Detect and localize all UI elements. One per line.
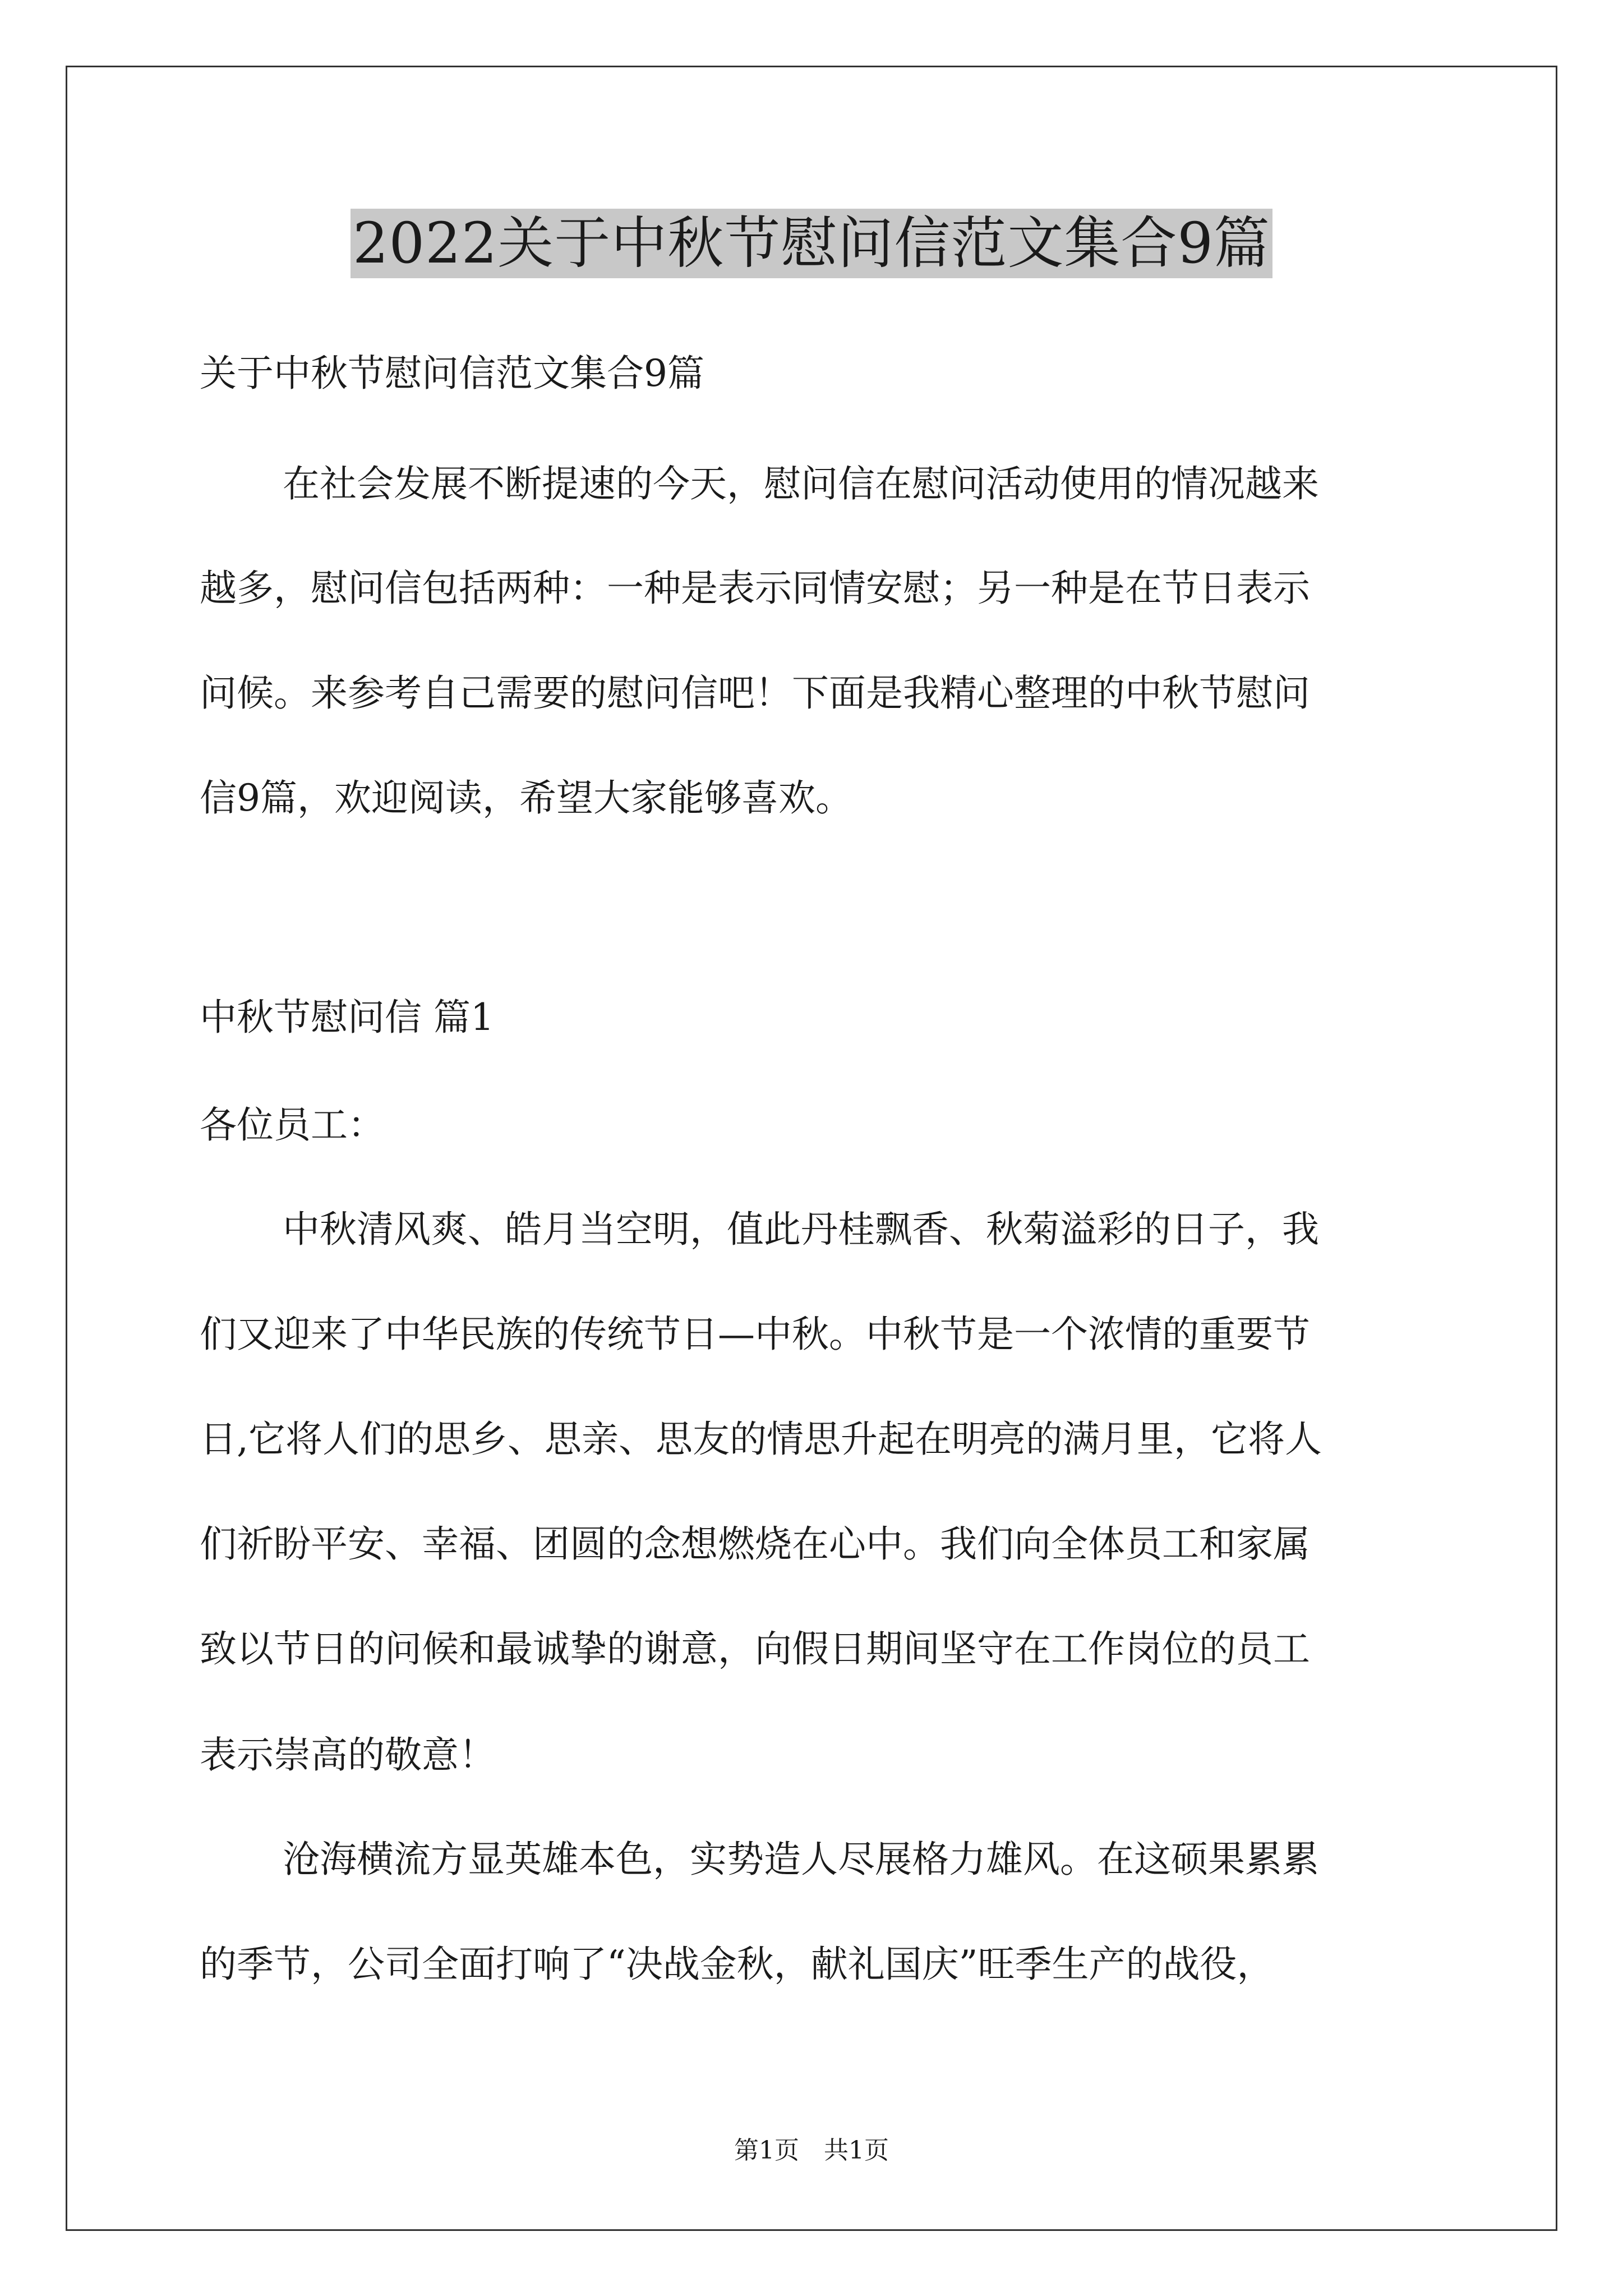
intro-line: 在社会发展不断提速的今天，慰问信在慰问活动使用的情况越来	[283, 462, 1319, 505]
intro-line: 越多，慰问信包括两种：一种是表示同情安慰；另一种是在节日表示	[200, 567, 1310, 610]
paragraph-line: 们祈盼平安、幸福、团圆的念想燃烧在心中。我们向全体员工和家属	[200, 1522, 1310, 1566]
salutation: 各位员工：	[200, 1103, 385, 1147]
intro-line: 问候。来参考自己需要的慰问信吧！下面是我精心整理的中秋节慰问	[200, 671, 1310, 715]
paragraph-line: 表示崇高的敬意！	[200, 1733, 496, 1777]
page-footer: 第1页 共1页	[734, 2136, 889, 2165]
paragraph-line: 沧海横流方显英雄本色，实势造人尽展格力雄风。在这硕果累累	[283, 1838, 1319, 1881]
document-subtitle: 关于中秋节慰问信范文集合9篇	[200, 352, 704, 395]
paragraph-line: 中秋清风爽、皓月当空明，值此丹桂飘香、秋菊溢彩的日子，我	[283, 1208, 1319, 1251]
paragraph-line: 致以节日的问候和最诚挚的谢意，向假日期间坚守在工作岗位的员工	[200, 1627, 1310, 1671]
intro-line: 信9篇，欢迎阅读，希望大家能够喜欢。	[200, 776, 852, 820]
paragraph-line: 们又迎来了中华民族的传统节日—中秋。中秋节是一个浓情的重要节	[200, 1313, 1310, 1356]
title-container	[0, 209, 1623, 278]
section-heading: 中秋节慰问信 篇1	[200, 996, 494, 1039]
paragraph-line: 日,它将人们的思乡、思亲、思友的情思升起在明亮的满月里，它将人	[200, 1418, 1322, 1461]
paragraph-line: 的季节，公司全面打响了“决战金秋，献礼国庆”旺季生产的战役，	[200, 1943, 1274, 1986]
document-title: 2022关于中秋节慰问信范文集合9篇	[351, 209, 1272, 278]
